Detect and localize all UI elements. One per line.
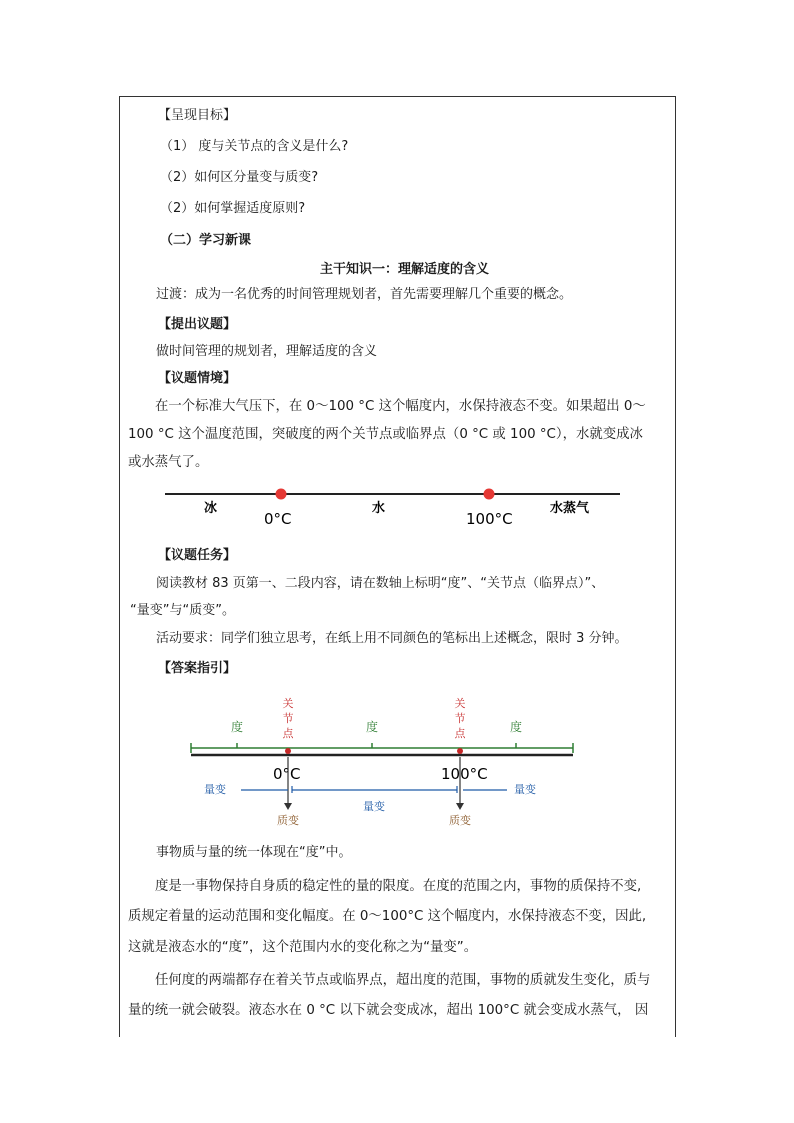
situation-line-2: 100 °C 这个温度范围，突破度的两个关节点或临界点（0 °C 或 100 °C），水就变成冰 xyxy=(128,427,643,442)
quant-label-left: 量变 xyxy=(204,783,226,796)
node-label-left: 关节点 xyxy=(282,697,294,740)
label-ice: 冰 xyxy=(204,501,218,516)
quant-label-right: 量变 xyxy=(514,783,536,796)
goal-1: （1） 度与关节点的含义是什么? xyxy=(160,139,349,154)
situation-heading: 【议题情境】 xyxy=(158,371,237,386)
para2-line-1: 任何度的两端都存在着关节点或临界点，超出度的范围，事物的质就发生变化，质与 xyxy=(155,973,651,988)
transition-text: 过渡：成为一名优秀的时间管理规划者，首先需要理解几个重要的概念。 xyxy=(156,287,573,302)
arrowhead-right xyxy=(456,803,464,810)
para1-line-1: 度是一事物保持自身质的稳定性的量的限度。在度的范围之内，事物的质保持不变, xyxy=(155,879,642,894)
degree-label-left: 度 xyxy=(230,720,244,734)
label-water: 水 xyxy=(372,501,386,516)
quant-label-middle: 量变 xyxy=(363,800,385,813)
label-0c: 0°C xyxy=(264,510,292,528)
qual-label-right: 质变 xyxy=(449,814,471,827)
node-point-right xyxy=(457,748,463,754)
situation-line-3: 或水蒸气了。 xyxy=(128,455,209,470)
activity-requirement: 活动要求：同学们独立思考，在纸上用不同颜色的笔标出上述概念，限时 3 分钟。 xyxy=(156,631,628,646)
label-100c: 100°C xyxy=(466,510,513,528)
para2-line-2: 量的统一就会破裂。液态水在 0 °C 以下就会变成冰，超出 100°C 就会变成水蒸气， 因 xyxy=(128,1003,649,1018)
label-steam: 水蒸气 xyxy=(550,501,590,516)
main-topic-title: 主干知识一：理解适度的含义 xyxy=(320,262,490,277)
arrowhead-left xyxy=(284,803,292,810)
propose-text: 做时间管理的规划者，理解适度的含义 xyxy=(156,344,378,359)
degree-label-middle: 度 xyxy=(365,720,379,734)
temperature-number-line xyxy=(160,480,630,530)
label-0c: 0°C xyxy=(273,765,301,783)
label-100c: 100°C xyxy=(441,765,488,783)
answer-heading: 【答案指引】 xyxy=(158,661,237,676)
unity-text: 事物质与量的统一体现在“度”中。 xyxy=(156,845,352,860)
qual-label-left: 质变 xyxy=(277,814,299,827)
goals-heading: 【呈现目标】 xyxy=(158,108,237,123)
propose-heading: 【提出议题】 xyxy=(158,317,237,332)
new-lesson-heading: （二）学习新课 xyxy=(160,233,252,248)
node-label-right: 关节点 xyxy=(454,697,466,740)
situation-line-1: 在一个标准大气压下，在 0～100 °C 这个幅度内，水保持液态不变。如果超出 0～ xyxy=(155,399,646,414)
point-0c xyxy=(276,489,287,500)
para1-line-2: 质规定着量的运动范围和变化幅度。在 0～100°C 这个幅度内，水保持液态不变，因此, xyxy=(128,909,647,924)
answer-number-line xyxy=(185,693,585,833)
node-point-left xyxy=(285,748,291,754)
task-line-1: 阅读教材 83 页第一、二段内容，请在数轴上标明“度”、“关节点（临界点）”、 xyxy=(156,576,605,591)
point-100c xyxy=(484,489,495,500)
task-heading: 【议题任务】 xyxy=(158,548,237,563)
degree-label-right: 度 xyxy=(509,720,523,734)
goal-2: （2）如何区分量变与质变? xyxy=(160,170,319,185)
task-line-2: “量变”与“质变”。 xyxy=(130,603,235,618)
para1-line-3: 这就是液态水的“度”，这个范围内水的变化称之为“量变”。 xyxy=(128,940,478,955)
goal-3: （2）如何掌握适度原则? xyxy=(160,201,306,216)
